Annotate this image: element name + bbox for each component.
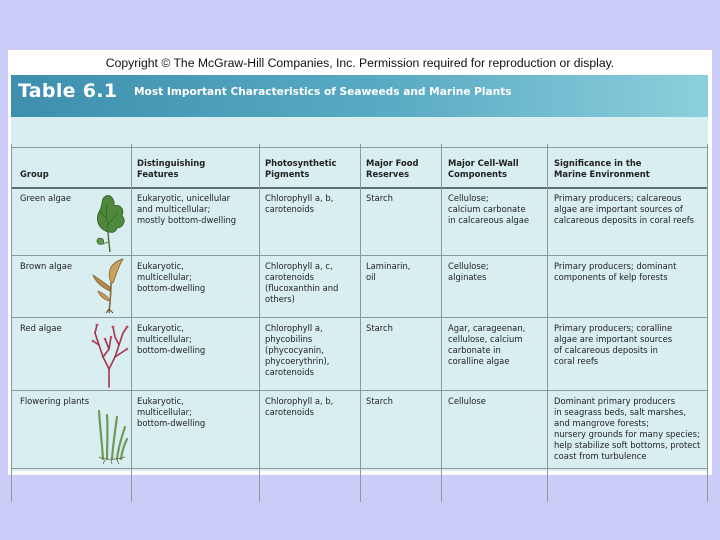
- features-cell: Eukaryotic, multicellular; bottom-dwelling: [137, 261, 206, 293]
- cellwall-cell: Cellulose; calcium carbonate in calcareous algae: [448, 193, 530, 225]
- column-rule: [441, 144, 442, 502]
- pigments-cell: Chlorophyll a, b, carotenoids: [265, 396, 334, 417]
- header-pigments: Photosynthetic Pigments: [265, 158, 337, 179]
- features-cell: Eukaryotic, multicellular; bottom-dwelling: [137, 396, 206, 428]
- reserves-cell: Starch: [366, 193, 393, 203]
- header-significance: Significance in the Marine Environment: [554, 158, 650, 179]
- column-rule: [547, 144, 548, 502]
- group-name: Flowering plants: [20, 396, 90, 406]
- group-name: Red algae: [20, 323, 62, 333]
- reserves-cell: Starch: [366, 323, 393, 333]
- features-cell: Eukaryotic, multicellular; bottom-dwelling: [137, 323, 206, 355]
- table-number: Table 6.1: [18, 80, 118, 102]
- table-panel: [11, 75, 708, 471]
- group-name: Brown algae: [20, 261, 73, 271]
- cellwall-cell: Cellulose: [448, 396, 486, 406]
- table-title-bar: [11, 75, 708, 117]
- features-cell: Eukaryotic, unicellular and multicellular; mostly bottom-dwelling: [137, 193, 237, 225]
- significance-cell: Primary producers; coralline algae are important sources of calcareous deposits in coral reefs: [554, 323, 673, 366]
- column-rule: [259, 144, 260, 502]
- table-title: Most Important Characteristics of Seaweeds and Marine Plants: [134, 86, 512, 98]
- column-rule: [11, 144, 12, 502]
- green-algae-illustration: [91, 192, 129, 254]
- pigments-cell: Chlorophyll a, b, carotenoids: [265, 193, 334, 214]
- pigments-cell: Chlorophyll a, c, carotenoids (flucoxanthin and others): [265, 261, 339, 304]
- column-rule: [707, 144, 708, 502]
- reserves-cell: Starch: [366, 396, 393, 406]
- seagrass-illustration: [95, 407, 129, 465]
- copyright-notice: Copyright © The McGraw-Hill Companies, Inc. Permission required for reproduction or display.: [105, 56, 615, 70]
- significance-cell: Primary producers; calcareous algae are important sources of calcareous deposits in coral reefs: [554, 193, 695, 225]
- header-features: Distinguishing Features: [137, 158, 206, 179]
- cellwall-cell: Agar, carageenan, cellulose, calcium carbonate in coralline algae: [448, 323, 526, 366]
- table-grid: [11, 117, 708, 471]
- slide: [8, 50, 712, 475]
- significance-cell: Dominant primary producers in seagrass beds, salt marshes, and mangrove forests; nursery grounds for many species; help stabilize soft bottoms, protect coast from turbulence: [554, 396, 701, 461]
- header-group: Group: [20, 169, 49, 179]
- column-rule: [131, 144, 132, 502]
- reserves-cell: Laminarin, oil: [366, 261, 411, 282]
- pigments-cell: Chlorophyll a, phycobilins (phycocyanin, phycoerythrin), carotenoids: [265, 323, 330, 377]
- column-rule: [360, 144, 361, 502]
- header-cellwall: Major Cell-Wall Components: [448, 158, 519, 179]
- header-reserves: Major Food Reserves: [366, 158, 419, 179]
- significance-cell: Primary producers; dominant components of kelp forests: [554, 261, 677, 282]
- group-name: Green algae: [20, 193, 72, 203]
- cellwall-cell: Cellulose; alginates: [448, 261, 489, 282]
- red-algae-illustration: [89, 319, 131, 389]
- brown-algae-illustration: [89, 257, 129, 315]
